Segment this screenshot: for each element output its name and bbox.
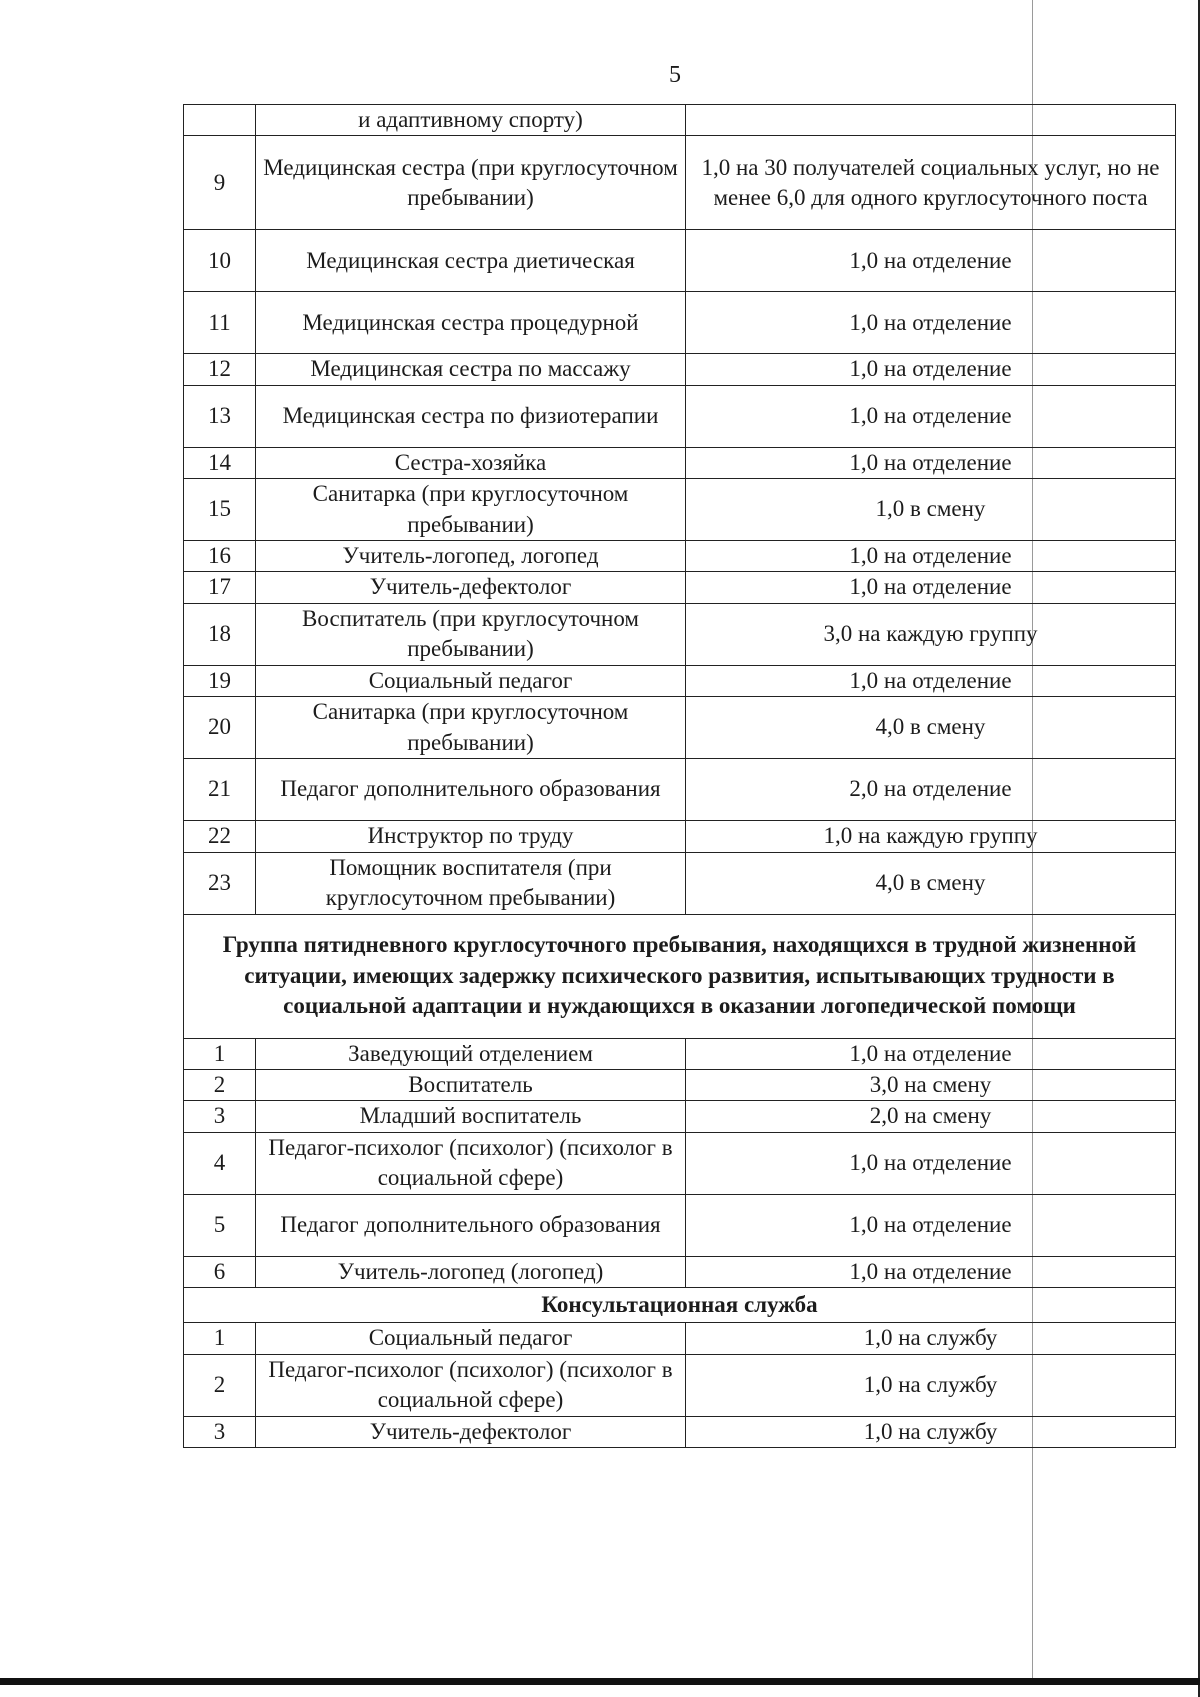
norm-cell: 1,0 на отделение	[686, 541, 1176, 572]
position-cell: Педагог дополнительного образования	[256, 1194, 686, 1256]
table-row	[184, 1416, 1176, 1447]
row-number: 10	[184, 230, 256, 292]
section-heading: Консультационная служба	[184, 1287, 1176, 1322]
table-row	[184, 292, 1176, 354]
table-row	[184, 1038, 1176, 1069]
norm-cell: 1,0 на отделение	[686, 1194, 1176, 1256]
table-row	[184, 603, 1176, 665]
row-number: 23	[184, 852, 256, 914]
position-cell: Воспитатель (при круглосуточном пребывании)	[256, 603, 686, 665]
norm-cell: 1,0 на отделение	[686, 230, 1176, 292]
staffing-table	[183, 104, 1176, 1448]
section-row	[184, 914, 1176, 1038]
row-number: 5	[184, 1194, 256, 1256]
table-row	[184, 230, 1176, 292]
table-row	[184, 852, 1176, 914]
row-number: 15	[184, 479, 256, 541]
row-number	[184, 105, 256, 136]
position-cell: Медицинская сестра процедурной	[256, 292, 686, 354]
table-row	[184, 1256, 1176, 1287]
row-number: 2	[184, 1354, 256, 1416]
position-cell: Заведующий отделением	[256, 1038, 686, 1069]
norm-cell: 1,0 на службу	[686, 1323, 1176, 1354]
table-row	[184, 1354, 1176, 1416]
table-row	[184, 759, 1176, 821]
table-row	[184, 665, 1176, 696]
position-cell: Социальный педагог	[256, 1323, 686, 1354]
row-number: 16	[184, 541, 256, 572]
row-number: 13	[184, 385, 256, 447]
norm-cell: 1,0 на отделение	[686, 665, 1176, 696]
norm-cell: 1,0 на службу	[686, 1354, 1176, 1416]
table-row	[184, 1323, 1176, 1354]
position-cell: Медицинская сестра диетическая	[256, 230, 686, 292]
table-row	[184, 354, 1176, 385]
row-number: 12	[184, 354, 256, 385]
position-cell: и адаптивному спорту)	[256, 105, 686, 136]
position-cell: Санитарка (при круглосуточном пребывании)	[256, 697, 686, 759]
table-row	[184, 105, 1176, 136]
table-row	[184, 385, 1176, 447]
row-number: 1	[184, 1323, 256, 1354]
table-row	[184, 541, 1176, 572]
position-cell: Помощник воспитателя (при круглосуточном пребывании)	[256, 852, 686, 914]
norm-cell: 1,0 на каждую группу	[686, 821, 1176, 852]
table-row	[184, 136, 1176, 230]
position-cell: Педагог-психолог (психолог) (психолог в социальной сфере)	[256, 1354, 686, 1416]
page-number: 5	[669, 62, 681, 88]
row-number: 11	[184, 292, 256, 354]
norm-cell: 1,0 на отделение	[686, 1038, 1176, 1069]
norm-cell: 1,0 на отделение	[686, 572, 1176, 603]
norm-cell: 3,0 на каждую группу	[686, 603, 1176, 665]
norm-cell: 1,0 на отделение	[686, 1132, 1176, 1194]
row-number: 22	[184, 821, 256, 852]
row-number: 3	[184, 1101, 256, 1132]
position-cell: Медицинская сестра по физиотерапии	[256, 385, 686, 447]
position-cell: Медицинская сестра по массажу	[256, 354, 686, 385]
row-number: 4	[184, 1132, 256, 1194]
table-row	[184, 572, 1176, 603]
position-cell: Учитель-дефектолог	[256, 572, 686, 603]
norm-cell: 1,0 на отделение	[686, 1256, 1176, 1287]
table-row	[184, 1101, 1176, 1132]
position-cell: Санитарка (при круглосуточном пребывании)	[256, 479, 686, 541]
position-cell: Младший воспитатель	[256, 1101, 686, 1132]
norm-cell: 4,0 в смену	[686, 697, 1176, 759]
section-heading: Группа пятидневного круглосуточного пребывания, находящихся в трудной жизненной ситуации, имеющих задержку психического развития, испытывающих трудности в социальной адаптации и нуждающихся в оказании логопедической помощи	[184, 914, 1176, 1038]
norm-cell: 1,0 в смену	[686, 479, 1176, 541]
table-row	[184, 1132, 1176, 1194]
position-cell: Учитель-логопед, логопед	[256, 541, 686, 572]
norm-cell: 2,0 на смену	[686, 1101, 1176, 1132]
norm-cell: 1,0 на отделение	[686, 447, 1176, 478]
scan-artifact-bottom-bar	[0, 1678, 1200, 1685]
table-row	[184, 1194, 1176, 1256]
table-row	[184, 447, 1176, 478]
row-number: 18	[184, 603, 256, 665]
norm-cell: 1,0 на отделение	[686, 385, 1176, 447]
position-cell: Педагог-психолог (психолог) (психолог в социальной сфере)	[256, 1132, 686, 1194]
table-row	[184, 1069, 1176, 1100]
norm-cell: 1,0 на отделение	[686, 354, 1176, 385]
norm-cell: 1,0 на отделение	[686, 292, 1176, 354]
position-cell: Учитель-логопед (логопед)	[256, 1256, 686, 1287]
position-cell: Медицинская сестра (при круглосуточном пребывании)	[256, 136, 686, 230]
position-cell: Воспитатель	[256, 1069, 686, 1100]
norm-cell	[686, 105, 1176, 136]
position-cell: Инструктор по труду	[256, 821, 686, 852]
position-cell: Педагог дополнительного образования	[256, 759, 686, 821]
section-row	[184, 1287, 1176, 1322]
row-number: 20	[184, 697, 256, 759]
table-row	[184, 479, 1176, 541]
norm-cell: 1,0 на службу	[686, 1416, 1176, 1447]
row-number: 9	[184, 136, 256, 230]
norm-cell: 1,0 на 30 получателей социальных услуг, но не менее 6,0 для одного круглосуточного поста	[686, 136, 1176, 230]
row-number: 17	[184, 572, 256, 603]
row-number: 21	[184, 759, 256, 821]
table-row	[184, 821, 1176, 852]
norm-cell: 2,0 на отделение	[686, 759, 1176, 821]
norm-cell: 4,0 в смену	[686, 852, 1176, 914]
position-cell: Сестра-хозяйка	[256, 447, 686, 478]
table-row	[184, 697, 1176, 759]
row-number: 14	[184, 447, 256, 478]
row-number: 1	[184, 1038, 256, 1069]
position-cell: Учитель-дефектолог	[256, 1416, 686, 1447]
row-number: 6	[184, 1256, 256, 1287]
row-number: 3	[184, 1416, 256, 1447]
row-number: 19	[184, 665, 256, 696]
norm-cell: 3,0 на смену	[686, 1069, 1176, 1100]
row-number: 2	[184, 1069, 256, 1100]
position-cell: Социальный педагог	[256, 665, 686, 696]
